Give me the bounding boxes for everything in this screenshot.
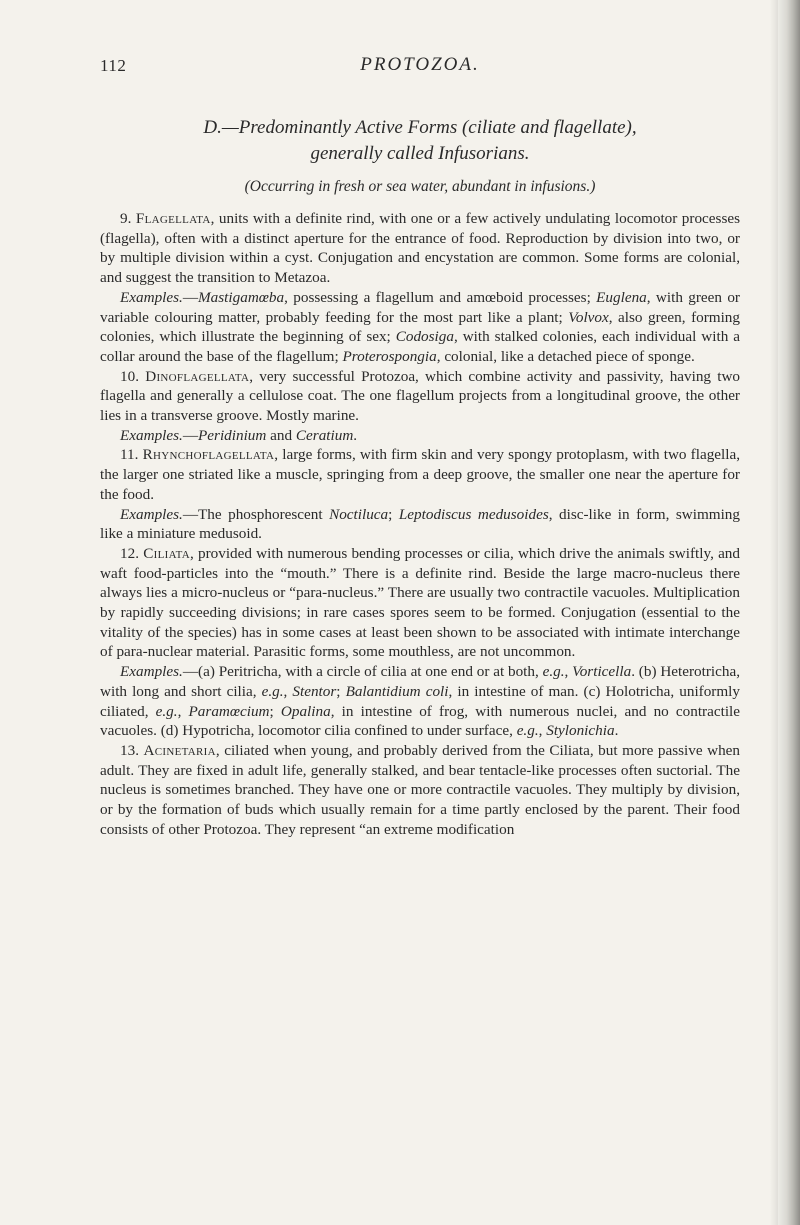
genus-name: Mastigamœba bbox=[198, 288, 285, 306]
entry-description: , large forms, with firm skin and very spongy protoplasm, with two flagella, the larger one striated like a muscle, springing from a deep groove, the smaller one near the aperture for the food. bbox=[100, 446, 741, 503]
example-text: ; bbox=[388, 505, 399, 523]
example-text: ; bbox=[269, 702, 281, 720]
page-header bbox=[100, 56, 740, 86]
examples-label: Examples. bbox=[120, 505, 183, 523]
example-text: , with stalked colonies, each individual with a collar around the base of the flagellum; bbox=[100, 328, 740, 365]
page-edge-shadow bbox=[770, 0, 778, 1225]
entry-description: , ciliated when young, and probably derived from the Ciliata, but more passive when adult. They are fixed in adult life, generally stalked, and bear tentacle-like processes often suctorial. The nucleus is sometimes branched. They have one or more contractile vacuoles. They multiply by division, or by the formation of buds which usually remain for a time partly enclosed by the parent. Their food consists of other Protozoa. They represent “an extreme modification bbox=[100, 741, 741, 838]
examples-rhynchoflagellata: Examples.—The phosphorescent Noctiluca; Leptodiscus medusoides, disc-like in form, swimming like a miniature medusoid. bbox=[100, 505, 740, 543]
genus-name: Peridinium bbox=[198, 426, 267, 444]
entry-number: 11. bbox=[120, 446, 139, 464]
example-text: The phosphorescent bbox=[198, 505, 330, 523]
entry-ciliata bbox=[100, 544, 740, 662]
example-text: , disc-like in form, swimming like a miniature medusoid. bbox=[100, 505, 740, 543]
section-subheading: (Occurring in fresh or sea water, abundant in infusions.) bbox=[244, 178, 596, 195]
example-text: , in intestine of man. bbox=[448, 682, 579, 700]
example-text: , with green or variable colouring matter, probably feeding for the most part like a plant; bbox=[100, 288, 740, 326]
genus-name: Codosiga bbox=[395, 328, 454, 346]
subgroup-label: —(a) bbox=[182, 663, 215, 681]
genus-name: Stentor bbox=[292, 682, 337, 700]
example-text: , also green, forming colonies, which illustrate the beginning of sex; bbox=[100, 308, 740, 346]
entry-number: 13. bbox=[120, 741, 139, 759]
group-name: Acinetaria bbox=[143, 741, 216, 759]
subgroup-label: (c) bbox=[583, 682, 601, 700]
examples-label: Examples. bbox=[120, 288, 183, 306]
genus-name: Paramœcium bbox=[188, 702, 270, 720]
entry-number: 10. bbox=[120, 367, 139, 385]
running-head: PROTOZOA. bbox=[360, 54, 480, 75]
page-edge bbox=[778, 0, 800, 1225]
examples-dinoflagellata: Examples.—Peridinium and Ceratium. bbox=[120, 426, 358, 444]
genus-name: Euglena bbox=[596, 288, 647, 306]
example-text: and bbox=[266, 426, 296, 444]
examples-ciliata: Examples.—(a) Peritricha, with a circle of cilia at one end or at both, e.g., Vorticella. (b) Heterotricha, with long and short cilia, e.g., Stentor; Balantidium coli, in intestine of man. (c) Holotricha, uniformly ciliated, e.g., Paramœcium; Opalina, in intestine of frog, with numerous nuclei, and no contractile vacuoles. (d) Hypotricha, locomotor cilia confined to under surface, e.g., Stylonichia. bbox=[100, 663, 741, 740]
example-text: . bbox=[614, 722, 619, 740]
page-body bbox=[100, 115, 740, 840]
eg-abbrev: e.g. bbox=[542, 663, 565, 681]
example-text: , in intestine of frog, with numerous nuclei, and no contractile vacuoles. bbox=[100, 702, 740, 740]
entry-rhynchoflagellata bbox=[100, 445, 740, 504]
group-name: Flagellata bbox=[135, 210, 211, 227]
example-text: . bbox=[631, 663, 635, 681]
section-heading-line-1: D.—Predominantly Active Forms (ciliate and flagellate), bbox=[203, 117, 637, 138]
genus-name: Ceratium bbox=[295, 426, 354, 444]
example-text: Hypotricha, locomotor cilia confined to under surface, bbox=[178, 722, 517, 740]
genus-name: Volvox bbox=[568, 308, 609, 326]
example-text: ; bbox=[336, 682, 346, 700]
group-name: Rhynchoflagellata bbox=[142, 446, 275, 464]
subgroup-label: (b) bbox=[638, 663, 657, 681]
example-text: , possessing a flagellum and amœboid processes; bbox=[284, 288, 597, 306]
entry-dinoflagellata bbox=[100, 367, 740, 426]
species-name: Leptodiscus medusoides bbox=[398, 505, 549, 523]
examples-label: Examples. bbox=[120, 663, 183, 681]
eg-abbrev: e.g. bbox=[261, 682, 284, 700]
entry-number: 12. bbox=[120, 544, 139, 562]
genus-name: Vorticella bbox=[572, 663, 632, 681]
example-text: . bbox=[353, 426, 358, 444]
section-heading bbox=[100, 115, 740, 167]
entry-acinetaria bbox=[100, 741, 740, 840]
subgroup-label: (d) bbox=[160, 722, 179, 740]
examples-label: Examples. bbox=[120, 426, 183, 444]
eg-abbrev: e.g. bbox=[516, 722, 539, 740]
example-text: Peritricha, with a circle of cilia at one end or at both, bbox=[214, 663, 543, 681]
page-number: 112 bbox=[100, 56, 127, 75]
examples-flagellata: Examples.—Mastigamœba, possessing a flagellum and amœboid processes; Euglena, with green or variable colouring matter, probably feeding for the most part like a plant; Volvox, also green, forming colonies, which illustrate the beginning of sex; Codosiga, with stalked colonies, each individual with a collar around the base of the flagellum; Proterospongia, colonial, like a detached piece of sponge. bbox=[100, 288, 740, 365]
species-name: Balantidium coli bbox=[345, 682, 449, 700]
entry-number: 9. bbox=[120, 210, 132, 227]
group-name: Ciliata bbox=[143, 544, 190, 562]
entry-flagellata bbox=[100, 209, 740, 288]
entry-description: , very successful Protozoa, which combine activity and passivity, having two flagella and generally a cellulose coat. The one flagellum projects from a longitudinal groove, the other lies in a transverse groove. Mostly marine. bbox=[100, 367, 741, 425]
genus-name: Stylonichia bbox=[546, 722, 615, 740]
example-text: , colonial, like a detached piece of sponge. bbox=[436, 347, 695, 365]
group-name: Dinoflagellata bbox=[145, 367, 250, 385]
section-heading-line-2: generally called Infusorians. bbox=[310, 143, 530, 164]
genus-name: Proterospongia bbox=[342, 347, 437, 365]
genus-name: Noctiluca bbox=[329, 505, 389, 523]
example-text: Heterotricha, with long and short cilia, bbox=[100, 663, 741, 700]
example-text: Holotricha, uniformly ciliated, bbox=[100, 682, 740, 720]
entry-description: , provided with numerous bending processes or cilia, which drive the animals swiftly, and waft food-particles into the “mouth.” There is a definite rind. Beside the large macro-nucleus there always lies a micro-nucleus or “para-nucleus.” There are usually two contractile vacuoles. Multiplication by rapidly succeeding divisions; in rare cases spores seem to be formed. Conjugation (essential to the vitality of the species) has in some cases at least been shown to be associated with intimate interchange of para-nuclear material. Parasitic forms, some mouthless, are not uncommon. bbox=[100, 544, 740, 661]
entry-description: , units with a definite rind, with one or a few actively undulating locomotor processes (flagella), often with a distinct aperture for the entrance of food. Reproduction by division into two, or by multiple division within a cyst. Conjugation and encystation are common. Some forms are colonial, and suggest the transition to Metazoa. bbox=[100, 210, 741, 287]
eg-abbrev: e.g. bbox=[155, 702, 178, 720]
genus-name: Opalina bbox=[280, 702, 331, 720]
